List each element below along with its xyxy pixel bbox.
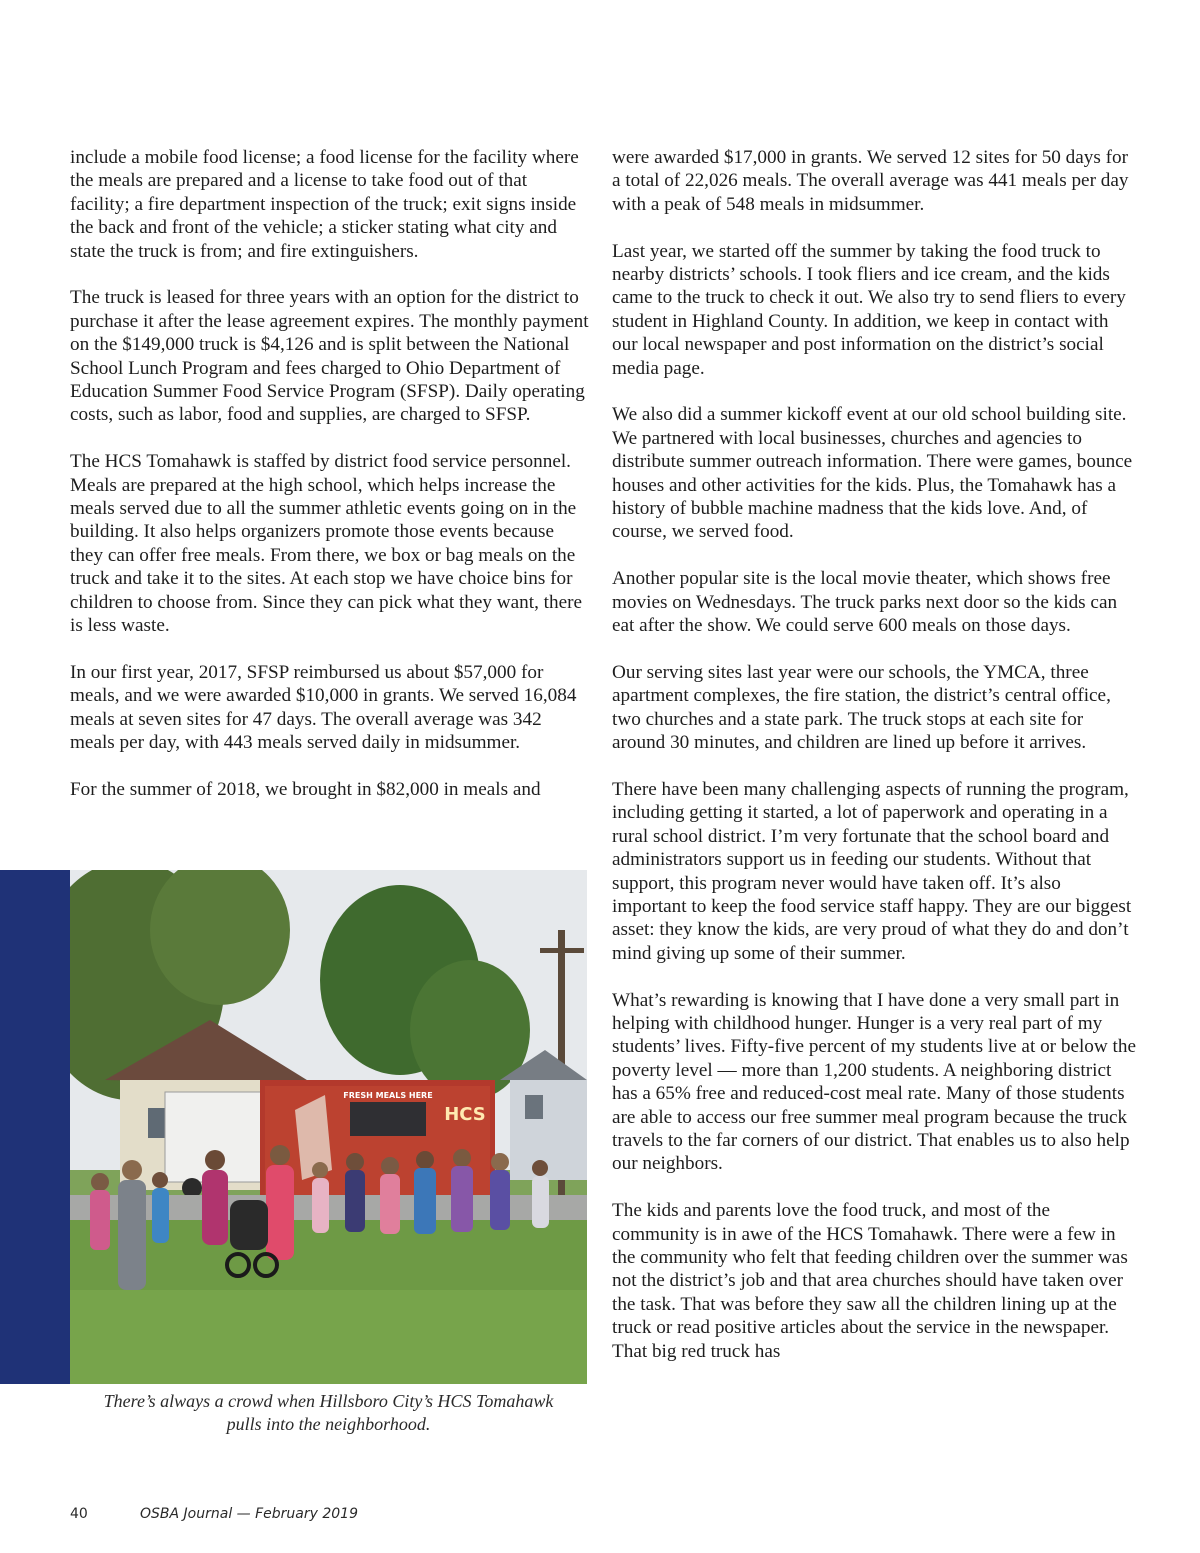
food-truck-photo <box>70 870 587 1384</box>
paragraph: In our first year, 2017, SFSP reimbursed us about $57,000 for meals, and we were awarded $10,000 in grants. We served 16,084 meals at seven sites for 47 days. The overall average was 342 meals per day, with 443 meals served daily in midsummer. <box>70 661 577 754</box>
paragraph: were awarded $17,000 in grants. We served 12 sites for 50 days for a total of 22,026 meals. The overall average was 441 meals per day with a peak of 548 meals in midsummer. <box>612 147 1129 215</box>
paragraph: Last year, we started off the summer by taking the food truck to nearby districts’ schools. I took fliers and ice cream, and the kids came to the truck to check it out. We also try to send fliers to every student in Highland County. In addition, we keep in contact with our local newspaper and post information on the district’s social media page. <box>612 240 1126 379</box>
paragraph: The truck is leased for three years with an option for the district to purchase it after the lease agreement expires. The monthly payment on the $149,000 truck is $4,126 and is split between the National School Lunch Program and fees charged to Ohio Department of Education Summer Food Service Program (SFSP). Daily operating costs, such as labor, food and supplies, are charged to SFSP. <box>70 287 589 426</box>
paragraph: Our serving sites last year were our schools, the YMCA, three apartment complexes, the fire station, the district’s central office, two churches and a state park. The truck stops at each site for around 30 minutes, and children are lined up before it arrives. <box>612 661 1111 754</box>
right-column <box>612 146 1136 1386</box>
paragraph: The HCS Tomahawk is staffed by district food service personnel. Meals are prepared at the high school, which helps increase the meals served due to all the summer athletic events going on in the building. It also helps organizers promote those events because they can offer free meals. From there, we box or bag meals on the truck and take it to the sites. At each stop we have choice bins for children to choose from. Since they can pick what they want, there is less waste. <box>70 451 583 637</box>
truck-logo-text: HCS <box>444 1104 486 1125</box>
paragraph: What’s rewarding is knowing that I have done a very small part in helping with childhood hunger. Hunger is a very real part of my students’ lives. Fifty-five percent of my students live at or below the poverty level — more than 1,200 students. A neighboring district has a 65% free and reduced-cost meal rate. Many of those students are able to access our free summer meal program because the truck travels to the far corners of our district. That enables us to also help our neighbors. <box>612 989 1136 1175</box>
food-truck-illustration <box>70 870 587 1384</box>
page-number: 40 <box>70 1506 88 1522</box>
paragraph: We also did a summer kickoff event at our old school building site. We partnered with local businesses, churches and agencies to distribute summer outreach information. There were games, bounce houses and other activities for the kids. Plus, the Tomahawk has a history of bubble machine madness that the kids love. And, of course, we served food. <box>612 404 1133 543</box>
photo-caption <box>70 1390 587 1435</box>
accent-bar <box>0 870 70 1384</box>
left-column <box>70 146 590 825</box>
paragraph: The kids and parents love the food truck, and most of the community is in awe of the HCS Tomahawk. There were a few in the community who felt that feeding children over the summer was not the district’s job and that area churches should have taken over the task. That was before they saw all the children lining up at the truck or read positive articles about the service in the newspaper. That big red truck has <box>612 1200 1128 1362</box>
journal-title: OSBA Journal — February 2019 <box>140 1506 358 1522</box>
paragraph: For the summer of 2018, we brought in $82,000 in meals and <box>70 778 541 800</box>
page-footer <box>70 1506 358 1522</box>
paragraph: Another popular site is the local movie theater, which shows free movies on Wednesdays. The truck parks next door so the kids can eat after the show. We could serve 600 meals on those days. <box>612 568 1118 637</box>
caption-line: pulls into the neighborhood. <box>226 1413 431 1434</box>
caption-line: There’s always a crowd when Hillsboro City’s HCS Tomahawk <box>103 1391 554 1411</box>
paragraph: include a mobile food license; a food license for the facility where the meals are prepared and a license to take food out of that facility; a fire department inspection of the truck; exit signs inside the back and front of the vehicle; a sticker stating what city and state the truck is from; and fire extinguishers. <box>70 147 579 262</box>
truck-sign-text: FRESH MEALS HERE <box>343 1091 433 1100</box>
paragraph: There have been many challenging aspects of running the program, including getting it started, a lot of paperwork and operating in a rural school district. I’m very fortunate that the school board and administrators support us in feeding our students. Without that support, this program never would have taken off. It’s also important to keep the food service staff happy. They are our biggest asset: they know the kids, are very proud of what they do and don’t mind giving up some of their summer. <box>612 778 1132 964</box>
